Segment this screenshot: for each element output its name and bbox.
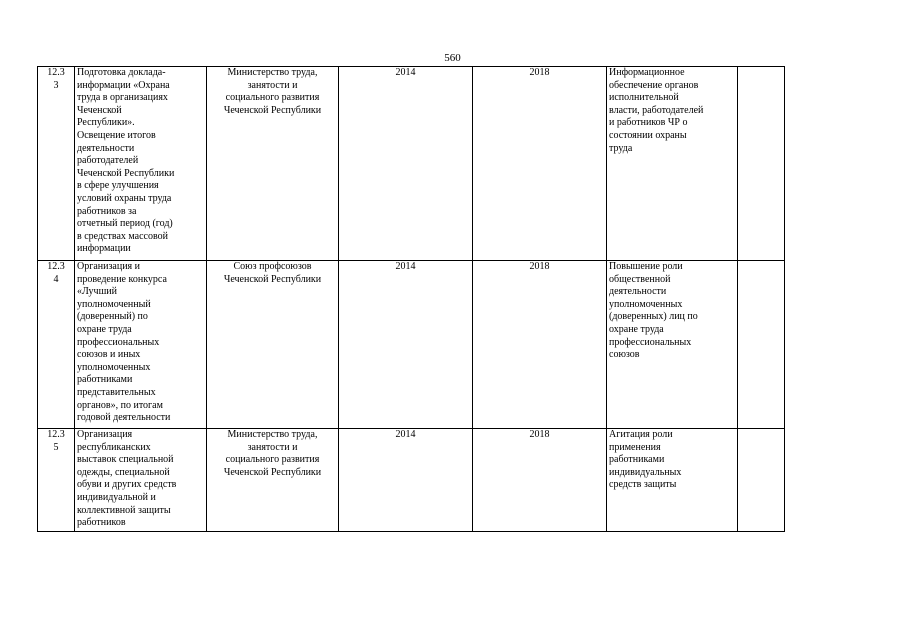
start-year-cell: 2014 (339, 67, 473, 261)
row-number-cell: 12.3 5 (38, 429, 75, 532)
event-cell: Организация республиканских выставок специальной одежды, специальной обуви и других средств индивидуальной и коллективной защиты работников (75, 429, 207, 532)
measures-table (37, 66, 785, 532)
table-row (38, 261, 785, 429)
empty-cell (738, 429, 785, 532)
row-number-cell: 12.3 4 (38, 261, 75, 429)
executor-cell: Министерство труда, занятости и социального развития Чеченской Республики (207, 429, 339, 532)
table-row (38, 429, 785, 532)
executor-cell: Союз профсоюзов Чеченской Республики (207, 261, 339, 429)
event-cell: Организация и проведение конкурса «Лучший уполномоченный (доверенный) по охране труда профессиональных союзов и иных уполномоченных работниками представительных органов», по итогам годовой деятельности (75, 261, 207, 429)
start-year-cell: 2014 (339, 429, 473, 532)
empty-cell (738, 261, 785, 429)
event-cell: Подготовка доклада- информации «Охрана труда в организациях Чеченской Республики». Освещение итогов деятельности работодателей Чеченской Республики в сфере улучшения условий охраны труда работников за отчетный период (год) в средствах массовой информации (75, 67, 207, 261)
empty-cell (738, 67, 785, 261)
end-year-cell: 2018 (473, 429, 607, 532)
executor-cell: Министерство труда, занятости и социального развития Чеченской Республики (207, 67, 339, 261)
result-cell: Информационное обеспечение органов исполнительной власти, работодателей и работников ЧР о состоянии охраны труда (607, 67, 738, 261)
table-row (38, 67, 785, 261)
start-year-cell: 2014 (339, 261, 473, 429)
page-number: 560 (444, 52, 461, 64)
end-year-cell: 2018 (473, 261, 607, 429)
result-cell: Повышение роли общественной деятельности уполномоченных (доверенных) лиц по охране труда профессиональных союзов (607, 261, 738, 429)
row-number-cell: 12.3 3 (38, 67, 75, 261)
end-year-cell: 2018 (473, 67, 607, 261)
result-cell: Агитация роли применения работниками индивидуальных средств защиты (607, 429, 738, 532)
